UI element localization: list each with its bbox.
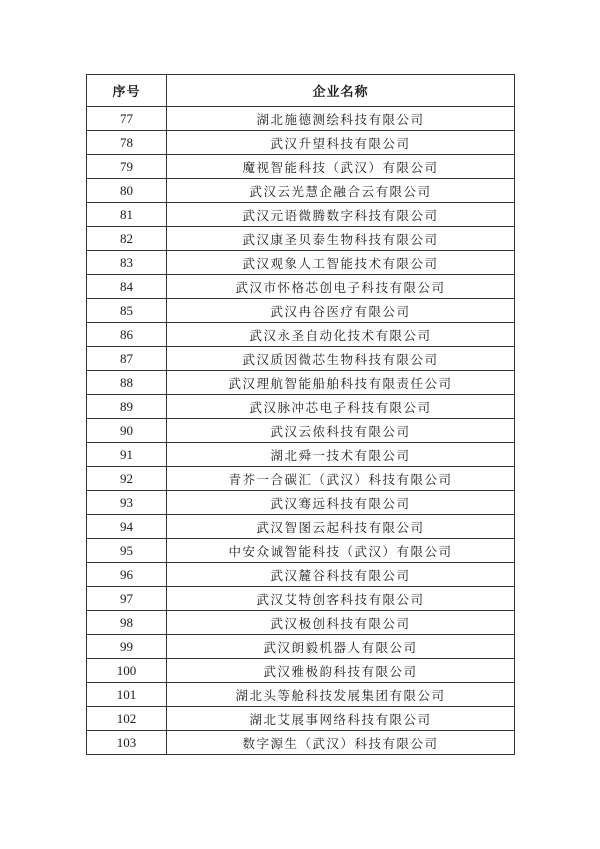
table-row <box>87 371 515 395</box>
company-name: 武汉质因微芯生物科技有限公司 <box>167 347 515 371</box>
row-number: 85 <box>87 299 167 323</box>
company-name: 武汉永圣自动化技术有限公司 <box>167 323 515 347</box>
table-row <box>87 491 515 515</box>
table-row <box>87 611 515 635</box>
table-row <box>87 467 515 491</box>
company-name: 武汉脉冲芯电子科技有限公司 <box>167 395 515 419</box>
table-row <box>87 659 515 683</box>
header-number: 序号 <box>87 75 167 107</box>
table-row <box>87 683 515 707</box>
company-name: 武汉雅极韵科技有限公司 <box>167 659 515 683</box>
company-name: 武汉观象人工智能技术有限公司 <box>167 251 515 275</box>
company-name: 湖北艾展事网络科技有限公司 <box>167 707 515 731</box>
company-name: 武汉艾特创客科技有限公司 <box>167 587 515 611</box>
company-list-table <box>86 74 515 755</box>
table-row <box>87 323 515 347</box>
table-row <box>87 539 515 563</box>
row-number: 94 <box>87 515 167 539</box>
row-number: 92 <box>87 467 167 491</box>
table-row <box>87 275 515 299</box>
company-name: 武汉康圣贝泰生物科技有限公司 <box>167 227 515 251</box>
company-name: 武汉麓谷科技有限公司 <box>167 563 515 587</box>
table-row <box>87 707 515 731</box>
row-number: 93 <box>87 491 167 515</box>
row-number: 103 <box>87 731 167 755</box>
table-row <box>87 635 515 659</box>
table-row <box>87 131 515 155</box>
company-name: 青芥一合碳汇（武汉）科技有限公司 <box>167 467 515 491</box>
table-row <box>87 563 515 587</box>
table-row <box>87 419 515 443</box>
row-number: 91 <box>87 443 167 467</box>
table-row <box>87 587 515 611</box>
table-row <box>87 203 515 227</box>
header-company-name: 企业名称 <box>167 75 515 107</box>
company-name: 数字源生（武汉）科技有限公司 <box>167 731 515 755</box>
row-number: 97 <box>87 587 167 611</box>
company-name: 武汉极创科技有限公司 <box>167 611 515 635</box>
company-name: 武汉朗毅机器人有限公司 <box>167 635 515 659</box>
row-number: 79 <box>87 155 167 179</box>
row-number: 89 <box>87 395 167 419</box>
row-number: 100 <box>87 659 167 683</box>
company-name: 武汉市怀格芯创电子科技有限公司 <box>167 275 515 299</box>
row-number: 88 <box>87 371 167 395</box>
row-number: 98 <box>87 611 167 635</box>
row-number: 83 <box>87 251 167 275</box>
table-row <box>87 251 515 275</box>
table-row <box>87 179 515 203</box>
company-name: 武汉云侬科技有限公司 <box>167 419 515 443</box>
row-number: 99 <box>87 635 167 659</box>
company-name: 武汉智图云起科技有限公司 <box>167 515 515 539</box>
row-number: 96 <box>87 563 167 587</box>
company-name: 武汉云光慧企融合云有限公司 <box>167 179 515 203</box>
company-name: 武汉理航智能船舶科技有限责任公司 <box>167 371 515 395</box>
row-number: 95 <box>87 539 167 563</box>
row-number: 86 <box>87 323 167 347</box>
table-row <box>87 347 515 371</box>
table-row <box>87 443 515 467</box>
table-row <box>87 155 515 179</box>
row-number: 82 <box>87 227 167 251</box>
company-name: 湖北施德测绘科技有限公司 <box>167 107 515 131</box>
company-name: 魔视智能科技（武汉）有限公司 <box>167 155 515 179</box>
table-header-row <box>87 75 515 107</box>
row-number: 81 <box>87 203 167 227</box>
table-row <box>87 227 515 251</box>
company-name: 武汉元语微腾数字科技有限公司 <box>167 203 515 227</box>
row-number: 78 <box>87 131 167 155</box>
row-number: 80 <box>87 179 167 203</box>
row-number: 87 <box>87 347 167 371</box>
company-name: 武汉升望科技有限公司 <box>167 131 515 155</box>
company-name: 中安众诚智能科技（武汉）有限公司 <box>167 539 515 563</box>
table-row <box>87 107 515 131</box>
table-row <box>87 395 515 419</box>
table-row <box>87 299 515 323</box>
row-number: 90 <box>87 419 167 443</box>
row-number: 102 <box>87 707 167 731</box>
company-name: 武汉冉谷医疗有限公司 <box>167 299 515 323</box>
table-body <box>87 107 515 755</box>
row-number: 101 <box>87 683 167 707</box>
company-name: 湖北头等舱科技发展集团有限公司 <box>167 683 515 707</box>
row-number: 77 <box>87 107 167 131</box>
table-row <box>87 515 515 539</box>
company-name: 湖北舜一技术有限公司 <box>167 443 515 467</box>
row-number: 84 <box>87 275 167 299</box>
table-row <box>87 731 515 755</box>
company-name: 武汉骞远科技有限公司 <box>167 491 515 515</box>
